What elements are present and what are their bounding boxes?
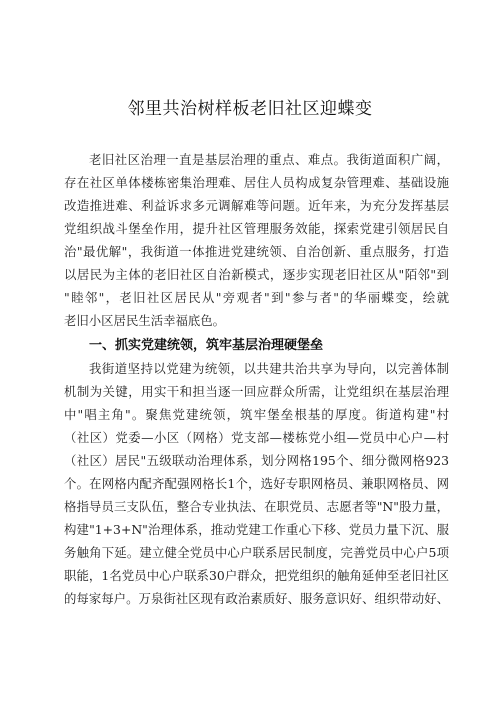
intro-line: 老旧社区治理一直是基层治理的重点、难点。我街道面积广阔， [89, 152, 449, 167]
section-line: 务触角下延。建立健全党员中心户联系居民制度，完善党员中心户5项 [64, 545, 449, 560]
intro-line: 存在社区单体楼栋密集治理难、居住人员构成复杂管理难、基础设施 [64, 175, 449, 190]
section-line: 职能，1名党员中心户联系30户群众，把党组织的触角延伸至老旧社区 [64, 568, 449, 583]
section-heading: 一、抓实党建统领，筑牢基层治理硬堡垒 [89, 338, 324, 353]
section-line: 的每家每户。万泉街社区现有政治素质好、服务意识好、组织带动好、 [64, 591, 449, 606]
section-line: 中"唱主角"。聚焦党建统领，筑牢堡垒根基的厚度。街道构建"村 [64, 407, 449, 422]
intro-line: "睦邻"，老旧社区居民从"旁观者"到"参与者"的华丽蝶变，绘就 [64, 290, 449, 305]
section-line: 机制为关键，用实干和担当逐一回应群众所需，让党组织在基层治理 [64, 384, 449, 399]
section-line: （社区）居民"五级联动治理体系，划分网格195个、细分微网格923 [64, 453, 449, 468]
section-one [64, 334, 449, 610]
section-line: （社区）党委—小区（网格）党支部—楼栋党小组—党员中心户—村 [64, 430, 449, 445]
section-line: 个。在网格内配齐配强网格长1个，选好专职网格员、兼职网格员、网 [64, 476, 449, 491]
document-title: 邻里共治树样板老旧社区迎蝶变 [127, 99, 373, 119]
intro-line: 老旧小区居民生活幸福底色。 [64, 313, 226, 328]
section-line: 构建"1+3+N"治理体系，推动党建工作重心下移、党员力量下沉、服 [64, 522, 449, 537]
intro-line: 以居民为主体的老旧社区自治新模式，逐步实现老旧社区从"陌邻"到 [64, 267, 449, 282]
intro-line: 改造推进难、利益诉求多元调解难等问题。近年来，为充分发挥基层 [64, 198, 449, 213]
intro-line: 党组织战斗堡垒作用，提升社区管理服务效能，探索党建引领居民自 [64, 221, 449, 236]
section-line: 格指导员三支队伍，整合专业执法、在职党员、志愿者等"N"股力量， [64, 499, 449, 514]
intro-paragraph [64, 148, 449, 332]
intro-line: 治"最优解"，我街道一体推进党建统领、自治创新、重点服务，打造 [64, 244, 449, 259]
section-line: 我街道坚持以党建为统领，以共建共治共享为导向，以完善体制 [89, 361, 449, 376]
